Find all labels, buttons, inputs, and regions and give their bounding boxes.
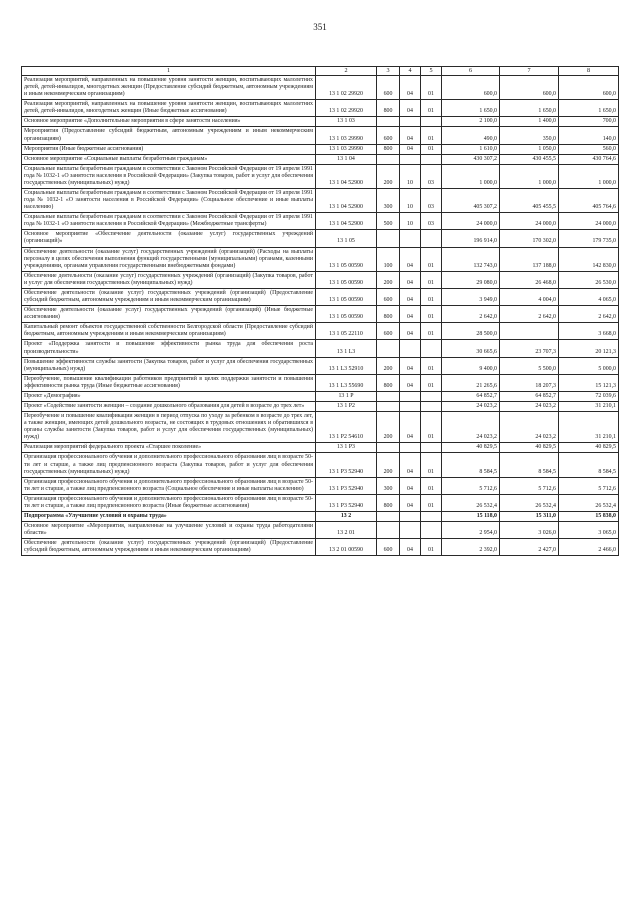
section-cell: 04 bbox=[400, 539, 421, 556]
amount-cell-year-1: 26 532,4 bbox=[442, 494, 500, 511]
target-code-cell: 13 1 P3 bbox=[316, 443, 377, 453]
target-code-cell: 13 1 02 29920 bbox=[316, 100, 377, 117]
row-name-cell: Организация профессионального обучения и дополнительного профессионального образования лиц в возрасте 50-ти лет и старше, а также лиц предпенсионного возраста (Социальное обеспечение и иные выплаты населению) bbox=[22, 477, 316, 494]
row-name-cell: Социальные выплаты безработным гражданам в соответствии с Законом Российской Федерации от 19 апреля 1991 года № 1032-1 «О занятости населения в Российской Федерации» (Социальное обеспечение и иные выплаты населению) bbox=[22, 189, 316, 213]
section-cell: 04 bbox=[400, 144, 421, 154]
amount-cell-year-1: 29 080,0 bbox=[442, 271, 500, 288]
amount-cell-year-2: 1 000,0 bbox=[500, 164, 559, 188]
amount-cell-year-1: 430 307,2 bbox=[442, 154, 500, 164]
table-row bbox=[22, 357, 619, 374]
row-name-cell: Обеспечение деятельности (оказание услуг) государственных учреждений (организаций) (Предоставление субсидий бюджетным, автономным учреждениям и иным некоммерческим организациям) bbox=[22, 288, 316, 305]
row-name-cell: Переобучение, повышение квалификации работников предприятий в целях поддержки занятости и повышения эффективности рынка труда (Иные бюджетные ассигнования) bbox=[22, 374, 316, 391]
amount-cell-year-1: 3 949,0 bbox=[442, 288, 500, 305]
section-cell: 04 bbox=[400, 271, 421, 288]
amount-cell-year-1: 24 023,2 bbox=[442, 412, 500, 443]
expense-type-cell: 600 bbox=[377, 323, 400, 340]
amount-cell-year-2: 24 023,2 bbox=[500, 412, 559, 443]
amount-cell-year-2: 5 712,6 bbox=[500, 477, 559, 494]
row-name-cell: Реализация мероприятий федерального проекта «Старшее поколение» bbox=[22, 443, 316, 453]
amount-cell-year-3: 15 838,0 bbox=[559, 511, 619, 521]
subsection-cell: 01 bbox=[421, 494, 442, 511]
amount-cell-year-3: 1 650,0 bbox=[559, 100, 619, 117]
amount-cell-year-1: 490,0 bbox=[442, 127, 500, 144]
target-code-cell: 13 1 L3 bbox=[316, 340, 377, 357]
target-code-cell: 13 1 05 00590 bbox=[316, 271, 377, 288]
target-code-cell: 13 1 02 29920 bbox=[316, 76, 377, 100]
section-cell: 10 bbox=[400, 164, 421, 188]
row-name-cell: Обеспечение деятельности (оказание услуг) государственных учреждений (организаций) (Предоставление субсидий бюджетным, автономным учреждениям и иным некоммерческим организациям) bbox=[22, 539, 316, 556]
target-code-cell: 13 2 bbox=[316, 511, 377, 521]
amount-cell-year-1: 405 307,2 bbox=[442, 189, 500, 213]
amount-cell-year-1: 1 000,0 bbox=[442, 164, 500, 188]
expense-type-cell bbox=[377, 340, 400, 357]
expense-type-cell bbox=[377, 230, 400, 247]
budget-table bbox=[21, 66, 619, 556]
amount-cell-year-3: 430 764,6 bbox=[559, 154, 619, 164]
row-name-cell: Основное мероприятие «Мероприятия, направленные на улучшение условий и охраны труда работодателями области» bbox=[22, 522, 316, 539]
section-cell: 04 bbox=[400, 477, 421, 494]
page-number: 351 bbox=[313, 22, 327, 32]
row-name-cell: Организация профессионального обучения и дополнительного профессионального образования лиц в возрасте 50-ти лет и старше, а также лиц предпенсионного возраста (Иные бюджетные ассигнования) bbox=[22, 494, 316, 511]
target-code-cell: 13 1 L3 52910 bbox=[316, 357, 377, 374]
amount-cell-year-3: 5 000,0 bbox=[559, 357, 619, 374]
amount-cell-year-2: 64 852,7 bbox=[500, 391, 559, 401]
target-code-cell: 13 1 P2 bbox=[316, 401, 377, 411]
amount-cell-year-1: 30 665,6 bbox=[442, 340, 500, 357]
expense-type-cell bbox=[377, 117, 400, 127]
section-cell bbox=[400, 511, 421, 521]
expense-type-cell: 300 bbox=[377, 189, 400, 213]
target-code-cell: 13 1 P2 54610 bbox=[316, 412, 377, 443]
expense-type-cell: 800 bbox=[377, 144, 400, 154]
amount-cell-year-2: 40 829,5 bbox=[500, 443, 559, 453]
table-row bbox=[22, 100, 619, 117]
expense-type-cell bbox=[377, 154, 400, 164]
amount-cell-year-2: 430 455,5 bbox=[500, 154, 559, 164]
row-name-cell: Организация профессионального обучения и дополнительного профессионального образования лиц в возрасте 50-ти лет и старше, а также лиц предпенсионного возраста (Закупка товаров, работ и услуг для обеспечения государственных (муниципальных) нужд) bbox=[22, 453, 316, 477]
section-cell: 04 bbox=[400, 494, 421, 511]
target-code-cell: 13 1 04 bbox=[316, 154, 377, 164]
subsection-cell: 01 bbox=[421, 288, 442, 305]
table-row bbox=[22, 144, 619, 154]
expense-type-cell: 600 bbox=[377, 288, 400, 305]
subsection-cell: 01 bbox=[421, 477, 442, 494]
amount-cell-year-1: 1 650,0 bbox=[442, 100, 500, 117]
table-row bbox=[22, 443, 619, 453]
amount-cell-year-2: 18 207,3 bbox=[500, 374, 559, 391]
row-name-cell: Основное мероприятие «Дополнительные мероприятия в сфере занятости населения» bbox=[22, 117, 316, 127]
row-name-cell: Проект «Демография» bbox=[22, 391, 316, 401]
table-row bbox=[22, 412, 619, 443]
target-code-cell: 13 1 03 bbox=[316, 117, 377, 127]
target-code-cell: 13 1 04 52900 bbox=[316, 189, 377, 213]
target-code-cell: 13 2 01 00590 bbox=[316, 539, 377, 556]
amount-cell-year-3: 26 532,4 bbox=[559, 494, 619, 511]
subsection-cell bbox=[421, 154, 442, 164]
row-name-cell: Обеспечение деятельности (оказание услуг) государственных учреждений (организаций) (Расходы на выплаты персоналу в целях обеспечения выполнения функций государственными (муниципальными) органами, казенными учреждениями, органами управления государственными внебюджетными фондами) bbox=[22, 247, 316, 271]
amount-cell-year-2 bbox=[500, 323, 559, 340]
subsection-cell: 01 bbox=[421, 453, 442, 477]
subsection-cell: 01 bbox=[421, 247, 442, 271]
expense-type-cell: 200 bbox=[377, 357, 400, 374]
subsection-cell: 03 bbox=[421, 213, 442, 230]
table-row bbox=[22, 539, 619, 556]
amount-cell-year-2: 170 302,0 bbox=[500, 230, 559, 247]
amount-cell-year-3: 405 764,6 bbox=[559, 189, 619, 213]
table-row bbox=[22, 401, 619, 411]
table-row bbox=[22, 213, 619, 230]
amount-cell-year-2: 2 427,0 bbox=[500, 539, 559, 556]
table-row bbox=[22, 477, 619, 494]
amount-cell-year-1: 9 400,0 bbox=[442, 357, 500, 374]
row-name-cell: Основное мероприятие «Социальные выплаты безработным гражданам» bbox=[22, 154, 316, 164]
subsection-cell bbox=[421, 117, 442, 127]
amount-cell-year-2: 1 400,0 bbox=[500, 117, 559, 127]
subsection-cell: 03 bbox=[421, 189, 442, 213]
expense-type-cell: 300 bbox=[377, 477, 400, 494]
target-code-cell: 13 1 P3 52940 bbox=[316, 453, 377, 477]
target-code-cell: 13 1 P bbox=[316, 391, 377, 401]
subsection-cell: 01 bbox=[421, 374, 442, 391]
amount-cell-year-3: 142 830,0 bbox=[559, 247, 619, 271]
amount-cell-year-3: 140,0 bbox=[559, 127, 619, 144]
subsection-cell bbox=[421, 443, 442, 453]
amount-cell-year-3: 560,0 bbox=[559, 144, 619, 154]
header-row bbox=[22, 67, 619, 76]
target-code-cell: 13 1 P3 52940 bbox=[316, 494, 377, 511]
row-name-cell: Мероприятия (Иные бюджетные ассигнования) bbox=[22, 144, 316, 154]
table-row bbox=[22, 76, 619, 100]
expense-type-cell bbox=[377, 511, 400, 521]
target-code-cell: 13 1 05 00590 bbox=[316, 247, 377, 271]
row-name-cell: Подпрограмма «Улучшение условий и охраны труда» bbox=[22, 511, 316, 521]
amount-cell-year-2: 8 584,5 bbox=[500, 453, 559, 477]
section-cell: 10 bbox=[400, 189, 421, 213]
amount-cell-year-3: 3 065,0 bbox=[559, 522, 619, 539]
amount-cell-year-3: 700,0 bbox=[559, 117, 619, 127]
amount-cell-year-1: 2 392,0 bbox=[442, 539, 500, 556]
table-row bbox=[22, 288, 619, 305]
section-cell bbox=[400, 340, 421, 357]
table-row bbox=[22, 494, 619, 511]
target-code-cell: 13 1 L3 55690 bbox=[316, 374, 377, 391]
amount-cell-year-2: 1 050,0 bbox=[500, 144, 559, 154]
expense-type-cell: 200 bbox=[377, 164, 400, 188]
row-name-cell: Основное мероприятие «Обеспечение деятельности (оказание услуг) государственных учреждений (организаций)» bbox=[22, 230, 316, 247]
row-name-cell: Проект «Поддержка занятости и повышение эффективности рынка труда для обеспечения роста производительности» bbox=[22, 340, 316, 357]
section-cell bbox=[400, 154, 421, 164]
row-name-cell: Мероприятия (Предоставление субсидий бюджетным, автономным учреждениям и иным некоммерческим организациям) bbox=[22, 127, 316, 144]
amount-cell-year-1: 5 712,6 bbox=[442, 477, 500, 494]
section-cell bbox=[400, 117, 421, 127]
expense-type-cell: 600 bbox=[377, 127, 400, 144]
subsection-cell: 01 bbox=[421, 412, 442, 443]
amount-cell-year-1: 196 914,0 bbox=[442, 230, 500, 247]
header-cell: 3 bbox=[377, 67, 400, 76]
row-name-cell: Социальные выплаты безработным гражданам в соответствии с Законом Российской Федерации от 19 апреля 1991 года № 1032-1 «О занятости населения в Российской Федерации» (Закупка товаров, работ и услуг для обеспечения государственных (муниципальных) нужд) bbox=[22, 164, 316, 188]
table-row bbox=[22, 154, 619, 164]
expense-type-cell: 800 bbox=[377, 494, 400, 511]
row-name-cell: Проект «Содействие занятости женщин – создание дошкольного образования для детей в возрасте до трех лет» bbox=[22, 401, 316, 411]
amount-cell-year-1: 1 610,0 bbox=[442, 144, 500, 154]
row-name-cell: Обеспечение деятельности (оказание услуг) государственных учреждений (организаций) (Закупка товаров, работ и услуг для обеспечения государственных (муниципальных) нужд) bbox=[22, 271, 316, 288]
amount-cell-year-2: 3 026,0 bbox=[500, 522, 559, 539]
table-row bbox=[22, 164, 619, 188]
subsection-cell bbox=[421, 391, 442, 401]
expense-type-cell: 600 bbox=[377, 539, 400, 556]
amount-cell-year-2: 23 707,3 bbox=[500, 340, 559, 357]
section-cell bbox=[400, 391, 421, 401]
row-name-cell: Социальные выплаты безработным гражданам в соответствии с Законом Российской Федерации от 19 апреля 1991 года № 1032-1 «О занятости населения в Российской Федерации» (Межбюджетные трансферты) bbox=[22, 213, 316, 230]
section-cell bbox=[400, 522, 421, 539]
amount-cell-year-1: 64 852,7 bbox=[442, 391, 500, 401]
row-name-cell: Реализация мероприятий, направленных на повышение уровня занятости женщин, воспитывающих малолетних детей, детей-инвалидов, многодетных женщин (Иные бюджетные ассигнования) bbox=[22, 100, 316, 117]
target-code-cell: 13 1 05 22110 bbox=[316, 323, 377, 340]
target-code-cell: 13 1 03 29990 bbox=[316, 127, 377, 144]
subsection-cell bbox=[421, 511, 442, 521]
section-cell: 04 bbox=[400, 453, 421, 477]
amount-cell-year-2: 24 023,2 bbox=[500, 401, 559, 411]
amount-cell-year-3: 40 829,5 bbox=[559, 443, 619, 453]
section-cell: 04 bbox=[400, 306, 421, 323]
amount-cell-year-3: 20 121,3 bbox=[559, 340, 619, 357]
subsection-cell: 01 bbox=[421, 306, 442, 323]
expense-type-cell: 800 bbox=[377, 100, 400, 117]
section-cell: 04 bbox=[400, 288, 421, 305]
header-cell: 8 bbox=[559, 67, 619, 76]
table-row bbox=[22, 306, 619, 323]
amount-cell-year-2: 26 468,0 bbox=[500, 271, 559, 288]
expense-type-cell: 200 bbox=[377, 453, 400, 477]
target-code-cell: 13 1 P3 52940 bbox=[316, 477, 377, 494]
target-code-cell: 13 1 05 00590 bbox=[316, 288, 377, 305]
amount-cell-year-1: 40 829,5 bbox=[442, 443, 500, 453]
table-row bbox=[22, 189, 619, 213]
header-cell: 4 bbox=[400, 67, 421, 76]
subsection-cell: 01 bbox=[421, 144, 442, 154]
section-cell: 04 bbox=[400, 76, 421, 100]
amount-cell-year-1: 21 265,6 bbox=[442, 374, 500, 391]
subsection-cell: 01 bbox=[421, 323, 442, 340]
amount-cell-year-3: 31 210,1 bbox=[559, 412, 619, 443]
section-cell bbox=[400, 443, 421, 453]
section-cell: 04 bbox=[400, 357, 421, 374]
subsection-cell bbox=[421, 230, 442, 247]
amount-cell-year-1: 132 743,0 bbox=[442, 247, 500, 271]
target-code-cell: 13 1 05 00590 bbox=[316, 306, 377, 323]
amount-cell-year-2: 24 000,0 bbox=[500, 213, 559, 230]
header-cell: 6 bbox=[442, 67, 500, 76]
amount-cell-year-3: 15 121,3 bbox=[559, 374, 619, 391]
table-row bbox=[22, 340, 619, 357]
expense-type-cell bbox=[377, 522, 400, 539]
expense-type-cell bbox=[377, 391, 400, 401]
row-name-cell: Обеспечение деятельности (оказание услуг) государственных учреждений (организаций) (Иные бюджетные ассигнования) bbox=[22, 306, 316, 323]
amount-cell-year-3: 2 466,0 bbox=[559, 539, 619, 556]
amount-cell-year-2: 350,0 bbox=[500, 127, 559, 144]
target-code-cell: 13 2 01 bbox=[316, 522, 377, 539]
expense-type-cell: 100 bbox=[377, 247, 400, 271]
expense-type-cell: 800 bbox=[377, 306, 400, 323]
subsection-cell: 01 bbox=[421, 539, 442, 556]
table-row bbox=[22, 522, 619, 539]
subsection-cell: 01 bbox=[421, 100, 442, 117]
table-row bbox=[22, 271, 619, 288]
amount-cell-year-1: 24 000,0 bbox=[442, 213, 500, 230]
amount-cell-year-3: 31 210,1 bbox=[559, 401, 619, 411]
amount-cell-year-1: 2 100,0 bbox=[442, 117, 500, 127]
subsection-cell: 01 bbox=[421, 76, 442, 100]
header-cell: 1 bbox=[22, 67, 316, 76]
amount-cell-year-2: 26 532,4 bbox=[500, 494, 559, 511]
expense-type-cell: 200 bbox=[377, 271, 400, 288]
row-name-cell: Капитальный ремонт объектов государственной собственности Белгородской области (Предоставление субсидий бюджетным, автономным учреждениям и иным некоммерческим организациям) bbox=[22, 323, 316, 340]
row-name-cell: Переобучение и повышение квалификации женщин в период отпуска по уходу за ребенком в возрасте до трех лет, а также женщин, имеющих детей дошкольного возраста, не состоящих в трудовых отношениях и обратившихся в органы службы занятости (Закупка товаров, работ и услуг для обеспечения государственных (муниципальных) нужд) bbox=[22, 412, 316, 443]
subsection-cell bbox=[421, 522, 442, 539]
amount-cell-year-3: 72 039,6 bbox=[559, 391, 619, 401]
amount-cell-year-2: 15 311,0 bbox=[500, 511, 559, 521]
section-cell: 04 bbox=[400, 100, 421, 117]
table-row bbox=[22, 323, 619, 340]
section-cell: 04 bbox=[400, 374, 421, 391]
amount-cell-year-1: 600,0 bbox=[442, 76, 500, 100]
row-name-cell: Повышение эффективности службы занятости (Закупка товаров, работ и услуг для обеспечения государственных (муниципальных) нужд) bbox=[22, 357, 316, 374]
subsection-cell: 01 bbox=[421, 271, 442, 288]
amount-cell-year-3: 26 530,0 bbox=[559, 271, 619, 288]
amount-cell-year-3: 5 712,6 bbox=[559, 477, 619, 494]
amount-cell-year-3: 600,0 bbox=[559, 76, 619, 100]
section-cell bbox=[400, 401, 421, 411]
table-row bbox=[22, 511, 619, 521]
amount-cell-year-1: 28 500,0 bbox=[442, 323, 500, 340]
expense-type-cell: 200 bbox=[377, 412, 400, 443]
amount-cell-year-1: 15 118,0 bbox=[442, 511, 500, 521]
table-row bbox=[22, 453, 619, 477]
section-cell bbox=[400, 230, 421, 247]
expense-type-cell: 600 bbox=[377, 76, 400, 100]
table-row bbox=[22, 374, 619, 391]
section-cell: 04 bbox=[400, 323, 421, 340]
expense-type-cell: 800 bbox=[377, 374, 400, 391]
amount-cell-year-1: 2 642,0 bbox=[442, 306, 500, 323]
target-code-cell: 13 1 04 52900 bbox=[316, 164, 377, 188]
amount-cell-year-2: 600,0 bbox=[500, 76, 559, 100]
target-code-cell: 13 1 05 bbox=[316, 230, 377, 247]
amount-cell-year-3: 24 000,0 bbox=[559, 213, 619, 230]
section-cell: 04 bbox=[400, 247, 421, 271]
amount-cell-year-2: 2 642,0 bbox=[500, 306, 559, 323]
header-cell: 5 bbox=[421, 67, 442, 76]
header-cell: 2 bbox=[316, 67, 377, 76]
table-row bbox=[22, 247, 619, 271]
subsection-cell bbox=[421, 401, 442, 411]
expense-type-cell: 500 bbox=[377, 213, 400, 230]
amount-cell-year-1: 24 023,2 bbox=[442, 401, 500, 411]
expense-type-cell bbox=[377, 401, 400, 411]
table-row bbox=[22, 127, 619, 144]
subsection-cell: 01 bbox=[421, 127, 442, 144]
table-row bbox=[22, 230, 619, 247]
table-row bbox=[22, 117, 619, 127]
subsection-cell: 03 bbox=[421, 164, 442, 188]
header-cell: 7 bbox=[500, 67, 559, 76]
subsection-cell bbox=[421, 340, 442, 357]
amount-cell-year-1: 8 584,5 bbox=[442, 453, 500, 477]
amount-cell-year-3: 8 584,5 bbox=[559, 453, 619, 477]
subsection-cell: 01 bbox=[421, 357, 442, 374]
amount-cell-year-3: 2 642,0 bbox=[559, 306, 619, 323]
section-cell: 10 bbox=[400, 213, 421, 230]
amount-cell-year-3: 3 668,0 bbox=[559, 323, 619, 340]
amount-cell-year-2: 4 004,0 bbox=[500, 288, 559, 305]
section-cell: 04 bbox=[400, 127, 421, 144]
amount-cell-year-1: 2 954,0 bbox=[442, 522, 500, 539]
amount-cell-year-3: 179 735,0 bbox=[559, 230, 619, 247]
amount-cell-year-2: 137 188,0 bbox=[500, 247, 559, 271]
target-code-cell: 13 1 03 29990 bbox=[316, 144, 377, 154]
amount-cell-year-3: 1 000,0 bbox=[559, 164, 619, 188]
amount-cell-year-2: 405 455,5 bbox=[500, 189, 559, 213]
expense-type-cell bbox=[377, 443, 400, 453]
section-cell: 04 bbox=[400, 412, 421, 443]
table-row bbox=[22, 391, 619, 401]
row-name-cell: Реализация мероприятий, направленных на повышение уровня занятости женщин, воспитывающих малолетних детей, детей-инвалидов, многодетных женщин (Предоставление субсидий бюджетным, автономным учреждениям и иным некоммерческим организациям) bbox=[22, 76, 316, 100]
target-code-cell: 13 1 04 52900 bbox=[316, 213, 377, 230]
amount-cell-year-2: 5 500,0 bbox=[500, 357, 559, 374]
amount-cell-year-2: 1 650,0 bbox=[500, 100, 559, 117]
amount-cell-year-3: 4 065,0 bbox=[559, 288, 619, 305]
